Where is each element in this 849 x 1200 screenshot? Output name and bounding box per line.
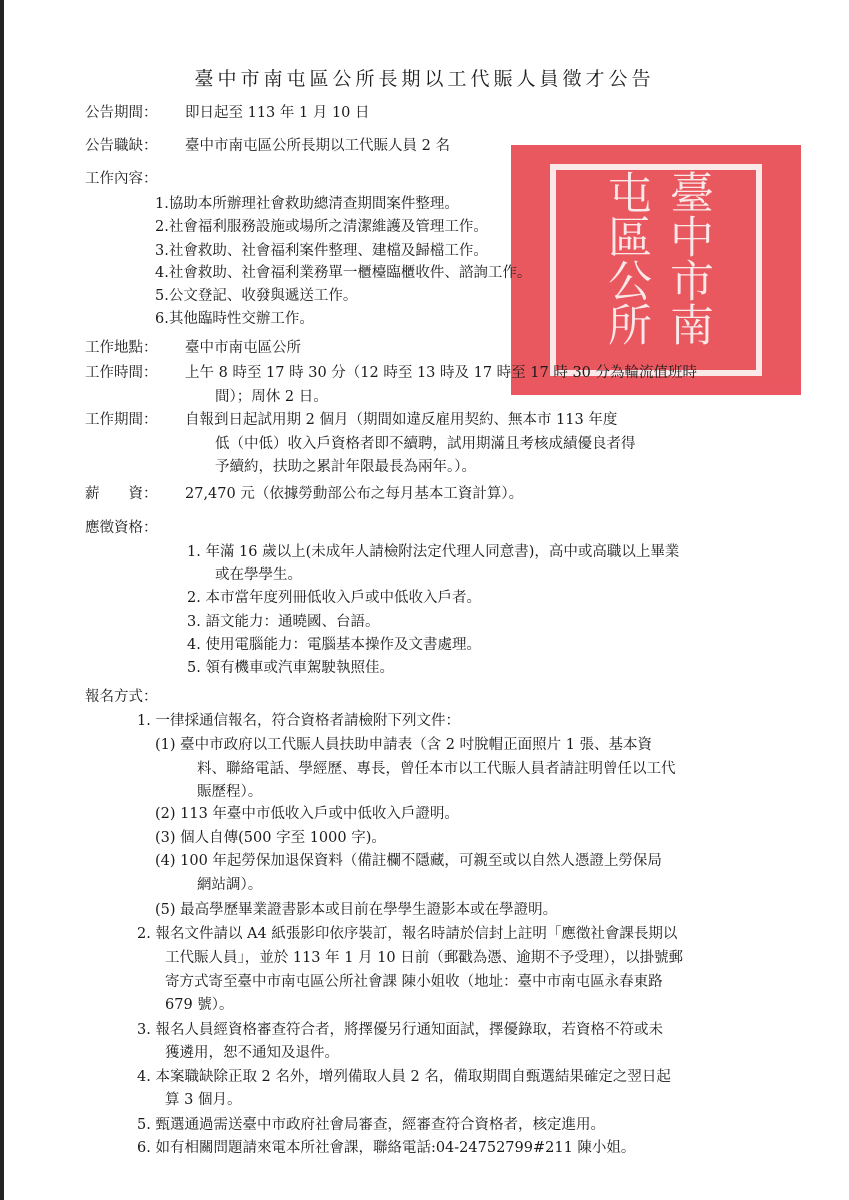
label: 工作時間： [85,365,158,381]
apply-item: 網站調）。 [197,877,263,893]
duty-item: 5.公文登記、收發與遞送工作。 [155,288,358,304]
duty-item: 3.社會救助、社會福利案件整理、建檔及歸檔工作。 [155,243,488,259]
apply-item: 獲遴用，恕不通知及退件。 [165,1045,339,1061]
apply-item: (5) 最高學歷畢業證書影本或目前在學學生證影本或在學證明。 [155,902,558,918]
apply-item: (3) 個人自傳(500 字至 1000 字)。 [155,830,386,846]
label: 公告期間： [85,105,158,121]
apply-item: 賑歷程）。 [197,784,263,800]
value: 上午 8 時至 17 時 30 分（12 時至 13 時及 17 時至 17 時 30 分為輪流值班時 [185,365,698,381]
qualification-item: 1. 年滿 16 歲以上(未成年人請檢附法定代理人同意書)，高中或高職以上畢業 [187,544,680,560]
apply-item: 5. 甄選通過需送臺中市政府社會局審查，經審查符合資格者，核定進用。 [137,1117,605,1133]
value: 臺中市南屯區公所 [185,340,301,356]
label: 報名方式： [85,689,158,705]
apply-item: (2) 113 年臺中市低收入戶或中低收入戶證明。 [155,806,459,822]
page-title: 臺中市南屯區公所長期以工代賑人員徵才公告 [194,68,655,90]
label: 應徵資格： [85,520,158,536]
apply-item: 3. 報名人員經資格審查符合者，將擇優另行通知面試，擇優錄取，若資格不符或未 [137,1022,663,1038]
seal-text: 臺中市南屯區公所 [550,164,762,376]
apply-item: 679 號）。 [165,997,234,1013]
apply-item: 1. 一律採通信報名，符合資格者請檢附下列文件： [137,713,460,729]
apply-item: 算 3 個月。 [165,1092,242,1108]
label: 工作內容： [85,171,158,187]
duty-item: 2.社會福利服務設施或場所之清潔維護及管理工作。 [155,219,488,235]
apply-item: 2. 報名文件請以 A4 紙張影印依序裝訂，報名時請於信封上註明「應徵社會課長期以 [137,926,678,942]
value: 27,470 元（依據勞動部公布之每月基本工資計算）。 [185,486,524,502]
apply-item: 工代賑人員」，並於 113 年 1 月 10 日前（郵戳為憑、逾期不予受理），以掛號郵 [165,950,684,966]
duty-item: 6.其他臨時性交辦工作。 [155,311,314,327]
value: 間）；周休 2 日。 [215,389,328,405]
apply-item: 料、聯絡電話、學經歷、專長，曾任本市以工代賑人員者請註明曾任以工代 [197,761,676,777]
value: 即日起至 113 年 1 月 10 日 [185,105,370,121]
apply-item: 寄方式寄至臺中市南屯區公所社會課 陳小姐收（地址：臺中市南屯區永春東路 [165,974,663,990]
qualification-item: 或在學學生。 [215,567,302,583]
label: 薪 資： [85,486,158,502]
value: 予續約，扶助之累計年限最長為兩年。）。 [215,459,476,475]
label: 公告職缺： [85,138,158,154]
duty-item: 1.協助本所辦理社會救助總清查期間案件整理。 [155,196,459,212]
qualification-item: 5. 領有機車或汽車駕駛執照佳。 [187,660,394,676]
value: 低（中低）收入戶資格者即不續聘，試用期滿且考核成績優良者得 [215,436,636,452]
duty-item: 4.社會救助、社會福利業務單一櫃檯臨櫃收件、諮詢工作。 [155,265,532,281]
value: 臺中市南屯區公所長期以工代賑人員 2 名 [185,138,450,154]
official-seal [511,145,801,395]
apply-item: (4) 100 年起勞保加退保資料（備註欄不隱藏，可親至或以自然人憑證上勞保局 [155,853,662,869]
value: 自報到日起試用期 2 個月（期間如違反雇用契約、無本市 113 年度 [185,412,618,428]
label: 工作期間： [85,412,158,428]
label: 工作地點： [85,340,158,356]
qualification-item: 4. 使用電腦能力：電腦基本操作及文書處理。 [187,637,481,653]
qualification-item: 2. 本市當年度列冊低收入戶或中低收入戶者。 [187,590,481,606]
apply-item: 6. 如有相關問題請來電本所社會課，聯絡電話:04-24752799#211 陳小姐。 [137,1140,636,1156]
scan-edge [0,0,4,1200]
apply-item: 4. 本案職缺除正取 2 名外，增列備取人員 2 名，備取期間自甄選結果確定之翌日起 [137,1069,671,1085]
apply-item: (1) 臺中市政府以工代賑人員扶助申請表（含 2 吋脫帽正面照片 1 張、基本資 [155,737,653,753]
qualification-item: 3. 語文能力：通曉國、台語。 [187,614,380,630]
